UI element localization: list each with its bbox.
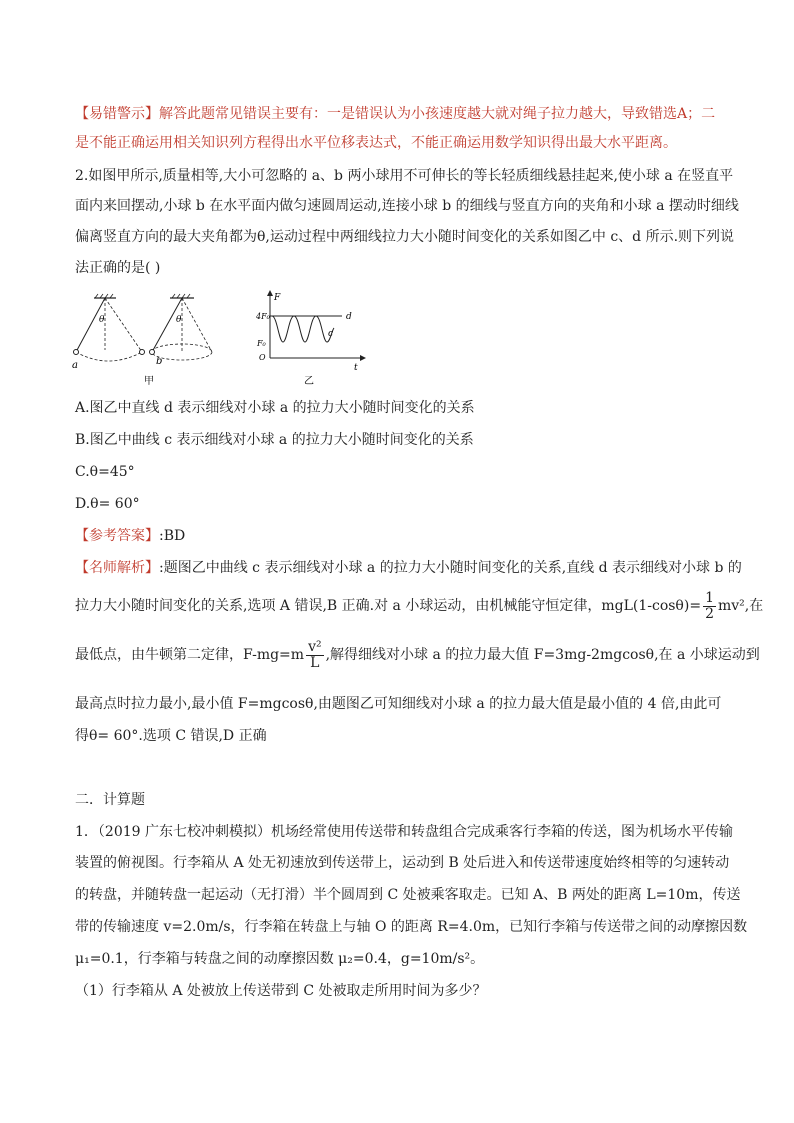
analysis-line-2 <box>75 588 763 624</box>
line-d-label: d <box>346 312 352 322</box>
force-time-graph <box>255 290 366 373</box>
problem-1-line-2: 装置的俯视图。行李箱从 A 处无初速放到传送带上，运动到 B 处后进入和传送带速度始终相等的匀速转动 <box>75 855 730 871</box>
pendulum-b-diagram <box>150 294 213 367</box>
origin-label: O <box>259 353 266 362</box>
theta-label-b: θ <box>176 315 182 325</box>
analysis-line-4: 最高点时拉力最小,最小值 F=mgcosθ,由题图乙可知细线对小球 a 的拉力最大值是最小值的 4 倍,由此可 <box>75 696 722 712</box>
problem-1-line-4: 带的传输速度 v=2.0m/s，行李箱在转盘上与轴 O 的距离 R=4.0m，已知行李箱与传送带之间的动摩擦因数 <box>75 919 748 935</box>
fraction-half-den: 2 <box>705 605 714 622</box>
warning-line-2: 是不能正确运用相关知识列方程得出水平位移表达式，不能正确运用数学知识得出最大水平距离。 <box>75 135 677 151</box>
fraction-v2-over-l <box>306 640 324 671</box>
warning-tag: 【易错警示】 <box>75 106 159 122</box>
q2-line-2: 面内来回摆动,小球 b 在水平面内做匀速圆周运动,连接小球 b 的细线与竖直方向的夹角和小球 a 摆动时细线 <box>75 198 739 214</box>
problem-1-line-3: 的转盘，并随转盘一起运动（无打滑）半个圆周到 C 处被乘客取走。已知 A、B 两处的距离 L=10m，传送 <box>75 887 741 903</box>
option-c: C.θ=45° <box>75 464 135 480</box>
analysis-text-2b: mv²,在 <box>717 598 764 614</box>
warning-text-1: 解答此题常见错误主要有：一是错误认为小孩速度越大就对绳子拉力越大，导致错选A；二 <box>159 106 716 122</box>
problem-1-question-1: （1）行李箱从 A 处被放上传送带到 C 处被取走所用时间为多少？ <box>75 983 487 999</box>
axis-t-label: t <box>354 363 358 373</box>
analysis-text-3b: ,解得细线对小球 a 的拉力最大值 F=3mg-2mgcosθ,在 a 小球运动到 <box>325 647 760 663</box>
tick-4f0-label: 4F₀ <box>256 312 270 321</box>
fraction-half-num: 1 <box>705 589 714 606</box>
option-d: D.θ= 60° <box>75 496 140 512</box>
fraction-half <box>703 591 716 622</box>
q2-line-3: 偏离竖直方向的最大夹角都为θ,运动过程中两细线拉力大小随时间变化的关系如图乙中 c、d 所示.则下列说 <box>75 229 735 245</box>
option-a: A.图乙中直线 d 表示细线对小球 a 的拉力大小随时间变化的关系 <box>75 400 475 416</box>
analysis-line-5: 得θ= 60°.选项 C 错误,D 正确 <box>75 728 267 744</box>
figure-yi-label: 乙 <box>304 376 314 387</box>
q2-line-4: 法正确的是( ) <box>75 260 161 276</box>
analysis-line-3 <box>75 637 760 673</box>
analysis-text-3a: 最低点，由牛顿第二定律，F-mg=m <box>75 647 305 663</box>
figure-pendulums-and-graph <box>70 288 370 388</box>
option-b: B.图乙中曲线 c 表示细线对小球 a 的拉力大小随时间变化的关系 <box>75 432 474 448</box>
analysis-text-1: :题图乙中曲线 c 表示细线对小球 a 的拉力大小随时间变化的关系,直线 d 表示细线对小球 b 的 <box>159 560 742 576</box>
fraction-l-den: L <box>310 654 320 671</box>
pendulum-a-diagram <box>72 294 145 371</box>
analysis-line-1 <box>75 558 742 578</box>
problem-1-line-5: μ₁=0.1，行李箱与转盘之间的动摩擦因数 μ₂=0.4，g=10m/s²。 <box>75 951 485 967</box>
ball-b-label: b <box>156 356 163 367</box>
axis-f-label: F <box>274 293 281 303</box>
answer-tag: 【参考答案】 <box>75 528 159 544</box>
warning-line-1 <box>75 104 715 124</box>
analysis-text-2a: 拉力大小随时间变化的关系,选项 A 错误,B 正确.对 a 小球运动，由机械能守恒定律，mgL(1-cosθ)= <box>75 598 702 614</box>
problem-1-line-1: 1．（2019 广东七校冲刺模拟）机场经常使用传送带和转盘组合完成乘客行李箱的传送，图为机场水平传输 <box>75 824 733 840</box>
curve-c-label: c <box>328 329 334 339</box>
section-2-title: 二．计算题 <box>75 792 145 808</box>
figure-jia-label: 甲 <box>144 376 154 387</box>
answer-line <box>75 526 185 546</box>
fraction-v2-num: v² <box>308 638 322 655</box>
answer-value: :BD <box>159 528 186 544</box>
q2-line-1: 2.如图甲所示,质量相等,大小可忽略的 a、b 两小球用不可伸长的等长轻质细线悬挂起来,使小球 a 在竖直平 <box>75 168 734 184</box>
ball-a-label: a <box>72 360 78 371</box>
analysis-tag: 【名师解析】 <box>75 560 159 576</box>
theta-label-a: θ <box>99 315 105 325</box>
tick-f0-label: F₀ <box>257 339 266 348</box>
